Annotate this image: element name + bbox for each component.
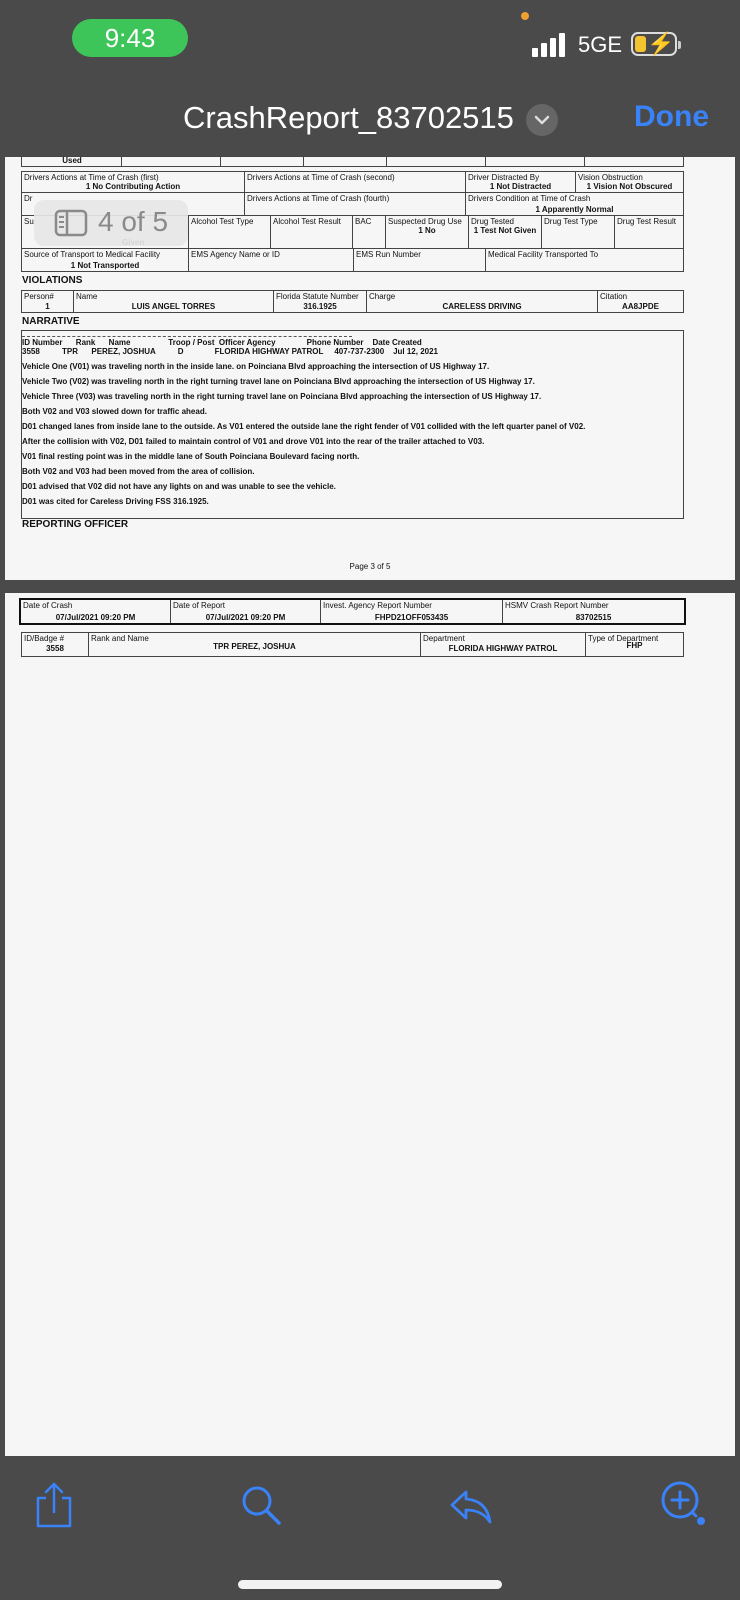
markup-icon[interactable] <box>658 1478 708 1528</box>
alcohol-test-result-cell: Alcohol Test Result <box>270 215 353 249</box>
narrative-heading: NARRATIVE <box>22 316 80 327</box>
alcohol-test-type-cell: Alcohol Test Type <box>188 215 271 249</box>
narrative-line: After the collision with V02, D01 failed to maintain control of V01 and drove V01 into the rear of the trailer attached to V03. <box>22 437 485 446</box>
violations-heading: VIOLATIONS <box>22 275 83 286</box>
signal-icon <box>532 31 572 57</box>
home-indicator[interactable] <box>238 1580 502 1589</box>
violation-charge-cell: Charge CARELESS DRIVING <box>366 290 598 313</box>
narrative-header-labels: ID Number Rank Name Troop / Post Officer Agency Phone Number Date Created <box>22 338 422 347</box>
department-cell: Department FLORIDA HIGHWAY PATROL <box>420 632 586 657</box>
reply-icon[interactable] <box>448 1486 494 1526</box>
drivers-actions-fourth-cell: Drivers Actions at Time of Crash (fourth) <box>244 192 466 216</box>
privacy-indicator-dot <box>521 12 529 20</box>
driver-distracted-cell: Driver Distracted By 1 Not Distracted <box>465 171 576 193</box>
medical-facility-cell: Medical Facility Transported To <box>485 248 684 272</box>
date-of-crash-cell: Date of Crash 07/Jul/2021 09:20 PM <box>21 600 171 623</box>
drivers-actions-first-cell: Drivers Actions at Time of Crash (first) 1 No Contributing Action <box>21 171 245 193</box>
date-of-report-cell: Date of Report 07/Jul/2021 09:20 PM <box>171 600 321 623</box>
battery-icon: ⚡ <box>631 32 677 56</box>
chevron-down-icon <box>526 104 558 136</box>
done-button[interactable]: Done <box>634 100 709 133</box>
page-indicator-badge[interactable] <box>34 200 188 246</box>
pdf-page-4[interactable] <box>5 593 735 1456</box>
violation-person-cell: Person# 1 <box>21 290 74 313</box>
agency-report-number-cell: Invest. Agency Report Number FHPD21OFF053435 <box>321 600 503 623</box>
drug-tested-cell: Drug Tested 1 Test Not Given <box>468 215 542 249</box>
bac-cell: BAC <box>352 215 386 249</box>
narrative-line: Vehicle Two (V02) was traveling north in the right turning travel lane on Poinciana Blvd approaching the intersection of US Highway 17. <box>22 377 535 386</box>
suspected-drug-use-cell: Suspected Drug Use 1 No <box>385 215 469 249</box>
narrative-line: Both V02 and V03 slowed down for traffic ahead. <box>22 407 207 416</box>
narrative-line: Vehicle One (V01) was traveling north in the inside lane. on Poinciana Blvd approaching the intersection of US Highway 17. <box>22 362 490 371</box>
page-indicator-label: 4 of 5 <box>98 206 169 237</box>
narrative-line: Both V02 and V03 had been moved from the area of collision. <box>22 467 255 476</box>
violation-citation-cell: Citation AA8JPDE <box>597 290 684 313</box>
title-menu-button[interactable] <box>526 104 558 136</box>
pdf-page-3[interactable]: Used Drivers Actions at Time of Crash (first) 1 No Contributing Action Drivers Actions at Time of Crash (second) Driver Distracted By 1 Not Distracted Vision Obstruction 1 Vision Not Obscured Dr Drivers Actions at Time of Crash (fourth) Drivers Condition at Time of Crash 1 Apparently Normal Su Alcohol Test Type Alcohol Test Result BAC Suspected Drug Use 1 No Drug Tested 1 Test Not Given Drug Test Type Drug Test Result Source of Transport to Medical Facility 1 Not Transported EMS Agency Name or ID EMS Run Number Medical Facility Transported To VIOLATIONS Person# 1 Name LUIS ANGEL TORRES Florida Statute Number 316.1925 Charge CARELESS DRIVING Citation AA8JPDE NARRATIVE ID Number Rank Name Troop / Post Officer Agency Phone Number Date Created 3558 TPR PEREZ, JOSHUA D FLORIDA HIGHWAY PATROL 407-737-2300 Jul 12, 2021 Vehicle One (V01) was traveling north in the inside lane. on Poinciana Blvd approaching the intersection of US Highway 17. Vehicle Two (V02) was traveling north in the right turning travel lane on Poinciana Blvd approaching the intersection of US Highway 17. Vehicle Three (V03) was traveling north in the right turning travel lane on Poinciana Blvd approaching the intersection of US Highway 17. Both V02 and V03 slowed down for traffic ahead. D01 changed lanes from inside lane to the outside. As V01 entered the outside lane the right fender of V01 collided with the left quarter panel of V02. After the collision with V02, D01 failed to maintain control of V01 and drove V01 into the rear of the trailer attached to V03. V01 final resting point was in the middle lane of South Poinciana Boulevard facing north. Both V02 and V03 had been moved from the area of collision. D01 advised that V02 did not have any lights on and was unable to see the vehicle. D01 was cited for Careless Driving FSS 316.1925. REPORTING OFFICER Page 3 of 5 <box>5 157 735 580</box>
rank-name-cell: Rank and Name TPR PEREZ, JOSHUA <box>88 632 421 657</box>
search-icon[interactable] <box>240 1484 284 1528</box>
narrative-line: V01 final resting point was in the middle lane of South Poinciana Boulevard facing north. <box>22 452 360 461</box>
narrative-line: D01 advised that V02 did not have any lights on and was unable to see the vehicle. <box>22 482 336 491</box>
drug-test-type-cell: Drug Test Type <box>541 215 615 249</box>
vision-obstruction-cell: Vision Obstruction 1 Vision Not Obscured <box>575 171 684 193</box>
network-type: 5GE <box>578 32 623 57</box>
used-value: Used <box>62 156 82 165</box>
narrative-line: D01 was cited for Careless Driving FSS 316.1925. <box>22 497 209 506</box>
narrative-header-values: 3558 TPR PEREZ, JOSHUA D FLORIDA HIGHWAY PATROL 407-737-2300 Jul 12, 2021 <box>22 347 438 356</box>
source-transport-cell: Source of Transport to Medical Facility 1 Not Transported <box>21 248 189 272</box>
drivers-condition-cell: Drivers Condition at Time of Crash 1 Apparently Normal <box>465 192 684 216</box>
hsmv-report-number-cell: HSMV Crash Report Number 83702515 <box>505 601 612 622</box>
drug-test-result-cell: Drug Test Result <box>614 215 684 249</box>
drivers-actions-second-cell: Drivers Actions at Time of Crash (second) <box>244 171 466 193</box>
ems-agency-cell: EMS Agency Name or ID <box>188 248 354 272</box>
document-title: CrashReport_83702515 <box>183 100 514 135</box>
page-number: Page 3 of 5 <box>349 562 391 571</box>
ems-run-cell: EMS Run Number <box>353 248 486 272</box>
reporting-officer-heading: REPORTING OFFICER <box>22 519 129 530</box>
narrative-line: D01 changed lanes from inside lane to the outside. As V01 entered the outside lane the right fender of V01 collided with the left quarter panel of V02. <box>22 422 586 431</box>
violation-name-cell: Name LUIS ANGEL TORRES <box>73 290 274 313</box>
narrative-divider <box>22 336 352 337</box>
violation-statute-cell: Florida Statute Number 316.1925 <box>273 290 367 313</box>
narrative-line: Vehicle Three (V03) was traveling north in the right turning travel lane on Poinciana Blvd approaching the intersection of US Highway 17. <box>22 392 542 401</box>
status-time: 9:43 <box>72 19 188 57</box>
share-icon[interactable] <box>34 1480 74 1530</box>
sidebar-icon <box>54 209 88 237</box>
department-type-cell: Type of Department FHP <box>585 632 684 657</box>
badge-cell: ID/Badge # 3558 <box>21 632 89 657</box>
